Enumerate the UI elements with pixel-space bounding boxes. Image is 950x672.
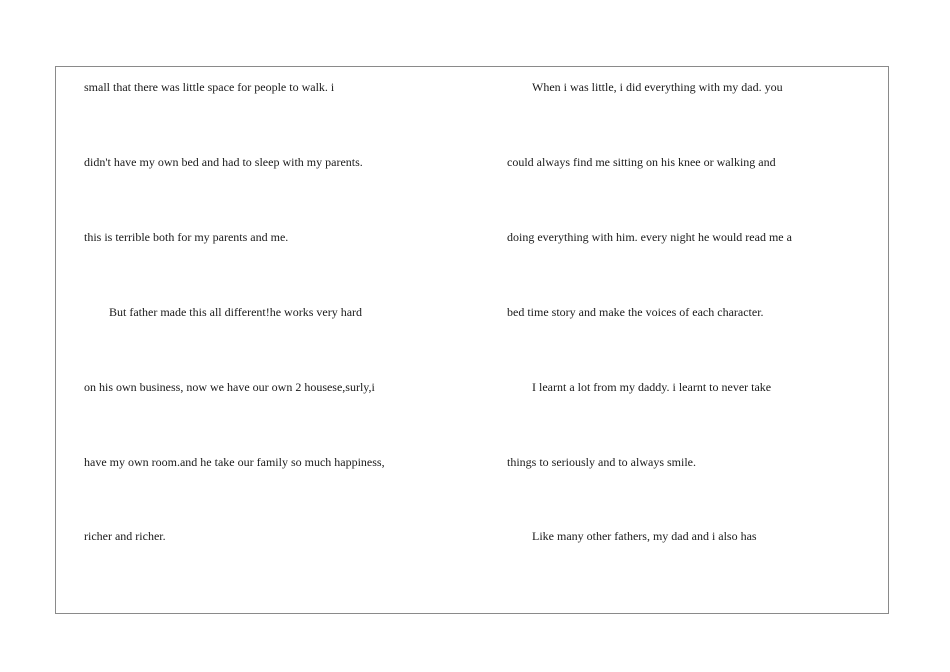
right-line-1: When i was little, i did everything with my dad. you xyxy=(532,80,783,94)
right-line-7: Like many other fathers, my dad and i also has xyxy=(532,529,757,543)
left-line-7: richer and richer. xyxy=(84,529,166,543)
left-line-6: have my own room.and he take our family so much happiness, xyxy=(84,455,385,469)
right-line-3: doing everything with him. every night he would read me a xyxy=(507,230,792,244)
left-line-4: But father made this all different!he works very hard xyxy=(109,305,363,319)
left-line-5: on his own business, now we have our own 2 housese,surly,i xyxy=(84,380,375,394)
left-line-3: this is terrible both for my parents and me. xyxy=(84,230,289,244)
page-border xyxy=(55,66,889,614)
right-line-6: things to seriously and to always smile. xyxy=(507,455,696,469)
left-line-2: didn't have my own bed and had to sleep with my parents. xyxy=(84,155,363,169)
left-line-1: small that there was little space for people to walk. i xyxy=(84,80,335,94)
right-line-2: could always find me sitting on his knee or walking and xyxy=(507,155,776,169)
right-line-5: I learnt a lot from my daddy. i learnt to never take xyxy=(532,380,772,394)
right-line-4: bed time story and make the voices of each character. xyxy=(507,305,764,319)
